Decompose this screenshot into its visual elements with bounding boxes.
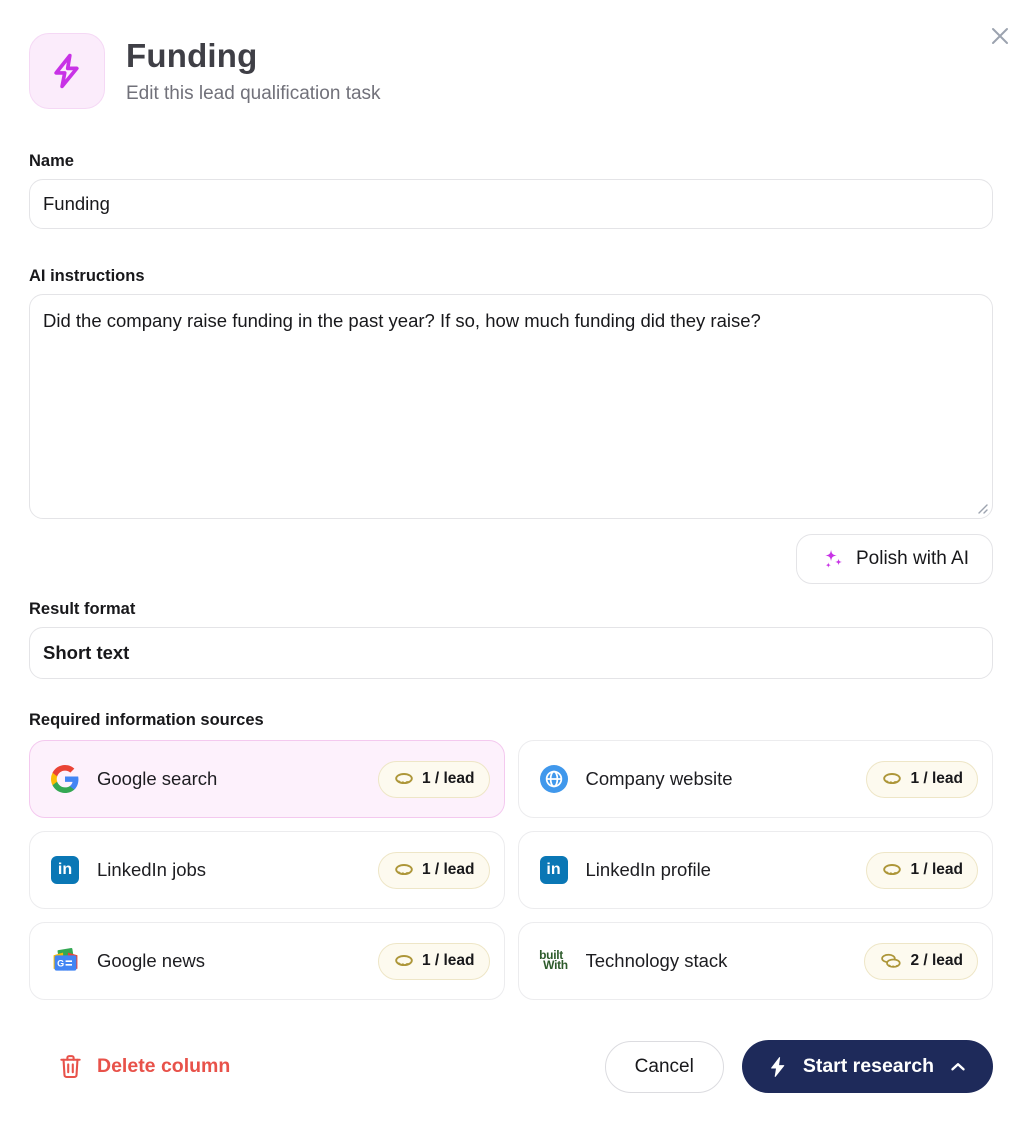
source-card[interactable] <box>29 740 505 818</box>
cancel-button[interactable]: Cancel <box>605 1041 724 1093</box>
cost-badge <box>378 943 490 980</box>
sources-section <box>29 711 993 1000</box>
close-icon <box>988 24 1012 48</box>
sources-grid <box>29 740 993 1000</box>
cost-label: 1 / lead <box>421 770 475 787</box>
cost-label: 1 / lead <box>421 952 475 969</box>
source-label: LinkedIn jobs <box>97 859 207 880</box>
task-icon <box>29 33 105 109</box>
polish-with-ai-label: Polish with AI <box>856 548 969 569</box>
source-card[interactable] <box>29 922 505 1000</box>
close-button[interactable] <box>986 22 1014 50</box>
cost-badge <box>866 852 978 889</box>
cost-label: 1 / lead <box>910 770 963 787</box>
trash-icon <box>58 1053 83 1080</box>
name-label: Name <box>29 152 74 170</box>
name-section <box>29 152 993 229</box>
source-label: Company website <box>585 768 733 789</box>
cost-label: 1 / lead <box>421 861 475 878</box>
name-input[interactable] <box>29 179 993 229</box>
cost-badge <box>866 761 978 798</box>
coin-icon <box>881 769 903 789</box>
source-label: Google search <box>97 768 218 789</box>
result-format-select[interactable] <box>29 627 993 679</box>
cost-badge <box>378 761 490 798</box>
source-label: LinkedIn profile <box>585 859 711 880</box>
linkedin-icon: in <box>540 856 568 884</box>
resize-handle-icon[interactable] <box>976 502 988 514</box>
coin-icon <box>881 860 903 880</box>
result-format-section <box>29 600 993 679</box>
sources-label: Required information sources <box>29 711 264 729</box>
cost-badge <box>378 852 490 889</box>
result-format-value: Short text <box>43 642 130 663</box>
linkedin-icon: in <box>51 856 79 884</box>
source-card[interactable] <box>518 922 994 1000</box>
google-g-icon <box>51 765 79 793</box>
dialog-footer <box>29 1040 993 1093</box>
coin-icon <box>393 769 415 789</box>
source-card[interactable] <box>518 740 994 818</box>
google-news-icon <box>51 948 80 974</box>
page-title: Funding <box>126 37 258 74</box>
chevron-up-icon <box>947 1056 969 1078</box>
cost-label: 1 / lead <box>910 861 963 878</box>
coin-icon <box>393 951 415 971</box>
source-label: Google news <box>97 950 205 971</box>
lightning-bolt-icon <box>766 1055 790 1079</box>
coin-icon <box>393 860 415 880</box>
delete-column-button[interactable] <box>29 1053 230 1080</box>
result-format-label: Result format <box>29 600 136 618</box>
globe-icon <box>540 765 568 793</box>
builtwith-icon: built With <box>539 948 568 972</box>
dialog-header <box>29 33 993 109</box>
start-research-button[interactable] <box>742 1040 993 1093</box>
source-card[interactable] <box>518 831 994 909</box>
dialog-titles <box>126 33 381 105</box>
cost-badge <box>864 943 978 980</box>
lightning-bolt-icon <box>46 50 88 92</box>
instructions-section <box>29 267 993 519</box>
delete-column-label: Delete column <box>97 1055 231 1077</box>
sparkles-icon <box>820 547 845 572</box>
page-subtitle: Edit this lead qualification task <box>126 83 381 104</box>
start-research-label: Start research <box>802 1055 934 1077</box>
cost-label: 2 / lead <box>910 952 963 969</box>
polish-with-ai-button[interactable] <box>796 534 993 584</box>
source-card[interactable] <box>29 831 505 909</box>
source-label: Technology stack <box>585 950 728 971</box>
coins-icon <box>879 951 903 971</box>
instructions-textarea[interactable] <box>29 294 993 519</box>
svg-text:G: G <box>56 958 64 969</box>
instructions-label: AI instructions <box>29 267 145 285</box>
